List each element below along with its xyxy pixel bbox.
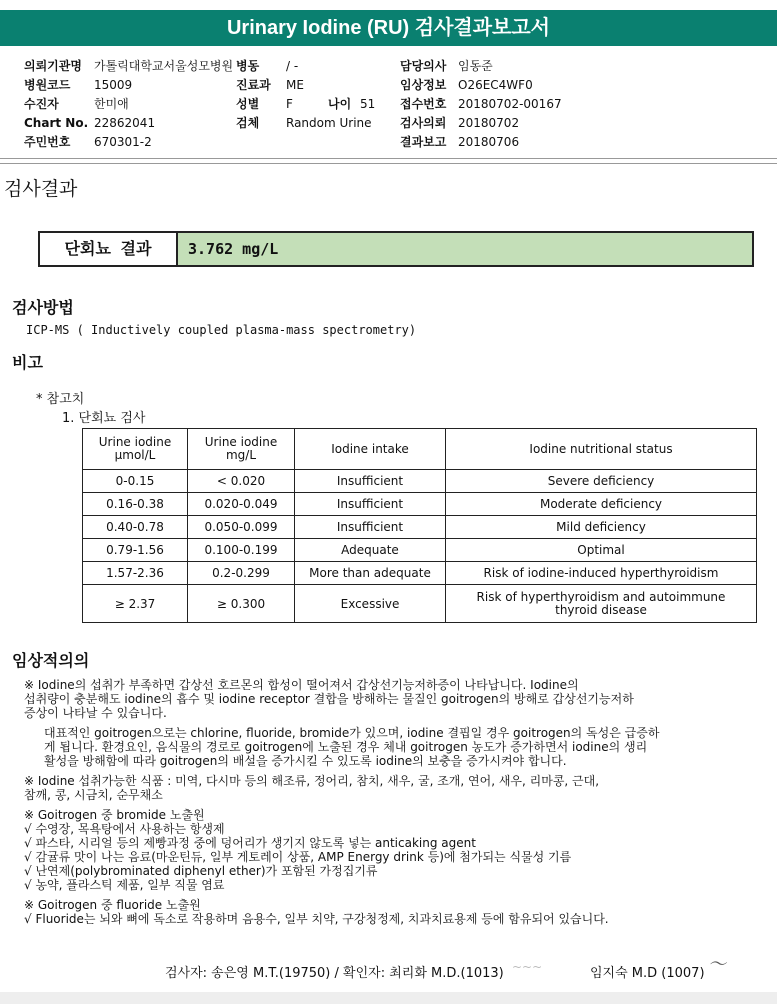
meta-label: 임상정보	[400, 78, 447, 92]
meta-label: 검사의뢰	[400, 116, 447, 130]
table-row	[83, 516, 757, 539]
report-title: Urinary Iodine (RU) 검사결과보고서	[0, 10, 777, 46]
table-cell: Risk of iodine-induced hyperthyroidism	[446, 562, 757, 585]
meta-label: 담당의사	[400, 59, 447, 73]
meta-left	[24, 57, 233, 152]
meta-row	[400, 114, 562, 133]
note-paragraph: ※ Iodine의 섭취가 부족하면 갑상선 호르몬의 합성이 떨어져서 갑상선기능저하증이 나타납니다. Iodine의 섭취량이 충분해도 iodine의 흡수 및 iodine receptor 결합을 방해하는 물질인 goitrogen의 방해로 갑상선기능저하 증상이 나타날 수 있습니다.	[24, 678, 634, 720]
table-cell: ≥ 2.37	[83, 585, 188, 623]
table-cell: Severe deficiency	[446, 470, 757, 493]
meta-row	[400, 57, 562, 76]
footer-tester: 검사자: 송은영 M.T.(19750) / 확인자: 최리화 M.D.(1013)	[165, 966, 504, 981]
meta-value: 20180702-00167	[458, 97, 562, 111]
table-cell: 0.16-0.38	[83, 493, 188, 516]
method-title: 검사방법	[12, 298, 74, 317]
table-cell: Risk of hyperthyroidism and autoimmune thyroid disease	[446, 585, 757, 623]
table-cell: Insufficient	[295, 516, 446, 539]
table-row	[83, 539, 757, 562]
meta-row	[400, 133, 562, 152]
meta-label: Chart No.	[24, 116, 89, 130]
meta-value: ME	[286, 78, 304, 92]
table-cell: 0.2-0.299	[188, 562, 295, 585]
table-cell: Insufficient	[295, 493, 446, 516]
table-cell: More than adequate	[295, 562, 446, 585]
result-box	[38, 231, 754, 267]
meta-value: 670301-2	[94, 135, 152, 149]
meta-value: O26EC4WF0	[458, 78, 533, 92]
meta-value: / -	[286, 59, 299, 73]
signature-confirmer: ~~~	[512, 960, 543, 974]
table-row	[83, 470, 757, 493]
table-cell: Excessive	[295, 585, 446, 623]
meta-value: 20180702	[458, 116, 520, 130]
table-header: Iodine nutritional status	[446, 429, 757, 470]
result-label: 단회뇨 결과	[40, 233, 178, 265]
table-cell: 1.57-2.36	[83, 562, 188, 585]
table-header-row	[83, 429, 757, 470]
table-header: Urine iodine mg/L	[188, 429, 295, 470]
signature-doctor: ～	[708, 954, 726, 975]
reference-table	[82, 428, 757, 623]
meta-label: 의뢰기관명	[24, 59, 82, 73]
results-title: 검사결과	[4, 178, 78, 200]
meta-label: 접수번호	[400, 97, 447, 111]
clinical-title: 임상적의의	[12, 651, 90, 670]
bottom-bar	[0, 992, 777, 1004]
meta-row	[236, 114, 375, 133]
table-row	[83, 585, 757, 623]
reference-subtitle: 1. 단회뇨 검사	[62, 411, 146, 426]
meta-label: 진료과	[236, 78, 271, 92]
divider	[0, 158, 777, 159]
meta-row	[24, 76, 233, 95]
age-value: 51	[360, 97, 376, 111]
meta-row	[400, 76, 562, 95]
result-value: 3.762 mg/L	[178, 233, 752, 265]
meta-row	[236, 95, 375, 114]
meta-value: 가톨릭대학교서울성모병원	[94, 59, 234, 73]
table-cell: 0.79-1.56	[83, 539, 188, 562]
table-cell: 0.020-0.049	[188, 493, 295, 516]
table-cell: 0.40-0.78	[83, 516, 188, 539]
table-row	[83, 493, 757, 516]
footer-doctor: 임지숙 M.D (1007)	[590, 966, 705, 981]
reference-title: * 참고치	[36, 392, 85, 407]
table-header: Iodine intake	[295, 429, 446, 470]
table-cell: Mild deficiency	[446, 516, 757, 539]
meta-value: 15009	[94, 78, 133, 92]
table-cell: Moderate deficiency	[446, 493, 757, 516]
meta-value: 임동준	[458, 59, 493, 73]
meta-label: 병동	[236, 59, 260, 73]
table-header: Urine iodine μmol/L	[83, 429, 188, 470]
meta-label: 주민번호	[24, 135, 71, 149]
note-paragraph: ※ Goitrogen 중 bromide 노출원 √ 수영장, 목욕탕에서 사용하는 항생제 √ 파스타, 시리얼 등의 제빵과정 중에 덩어리가 생기지 않도록 넣는 anticaking agent √ 감귤류 맛이 나는 음료(마운틴듀, 일부 게토레이 상품, AMP Energy drink 등)에 첨가되는 식물성 기름 √ 난연제(polybrominated diphenyl ether)가 포함된 가정집기류 √ 농약, 플라스틱 제품, 일부 직물 염료	[24, 808, 572, 892]
meta-value: 22862041	[94, 116, 156, 130]
meta-value: Random Urine	[286, 116, 372, 130]
meta-label: 수진자	[24, 97, 59, 111]
meta-row	[24, 95, 233, 114]
meta-row	[24, 57, 233, 76]
age-label: 나이	[328, 97, 352, 111]
meta-label: 성별	[236, 97, 260, 111]
remarks-title: 비고	[12, 353, 43, 372]
table-cell: 0.100-0.199	[188, 539, 295, 562]
meta-label: 결과보고	[400, 135, 447, 149]
meta-row	[236, 76, 375, 95]
meta-value: 20180706	[458, 135, 520, 149]
method-text: ICP-MS ( Inductively coupled plasma-mass spectrometry)	[26, 323, 417, 337]
table-cell: 0-0.15	[83, 470, 188, 493]
note-paragraph: ※ Iodine 섭취가능한 식품 : 미역, 다시마 등의 해조류, 정어리, 참치, 새우, 굴, 조개, 연어, 새우, 리마콩, 근대, 참깨, 콩, 시금치, 순무채소	[24, 774, 600, 802]
divider	[0, 163, 777, 164]
meta-value: F	[286, 97, 293, 111]
table-row	[83, 562, 757, 585]
note-paragraph: ※ Goitrogen 중 fluoride 노출원 √ Fluoride는 뇌와 뼈에 독소로 작용하며 음용수, 일부 치약, 구강청정제, 치과치료용제 등에 함유되어 있습니다.	[24, 898, 609, 926]
meta-right	[400, 57, 562, 152]
meta-label: 검체	[236, 116, 260, 130]
meta-row	[236, 57, 375, 76]
meta-label: 병원코드	[24, 78, 71, 92]
meta-row	[24, 133, 233, 152]
clinical-notes	[24, 678, 759, 926]
table-cell: Optimal	[446, 539, 757, 562]
meta-value: 한미애	[94, 97, 129, 111]
table-cell: Adequate	[295, 539, 446, 562]
meta-row	[400, 95, 562, 114]
table-cell: < 0.020	[188, 470, 295, 493]
table-cell: Insufficient	[295, 470, 446, 493]
meta-row	[24, 114, 233, 133]
note-paragraph: 대표적인 goitrogen으로는 chlorine, fluoride, bromide가 있으며, iodine 결핍일 경우 goitrogen의 독성은 급증하 게 됩니다. 환경요인, 음식물의 경로로 goitrogen에 노출된 경우 체내 goitrogen 농도가 증가하면서 iodine의 생리 활성을 방해함에 따라 goitrogen의 배설을 증가시킬 수 있도록 iodine의 보충을 증가시켜야 합니다.	[44, 726, 660, 768]
table-cell: 0.050-0.099	[188, 516, 295, 539]
table-cell: ≥ 0.300	[188, 585, 295, 623]
meta-middle	[236, 57, 375, 133]
